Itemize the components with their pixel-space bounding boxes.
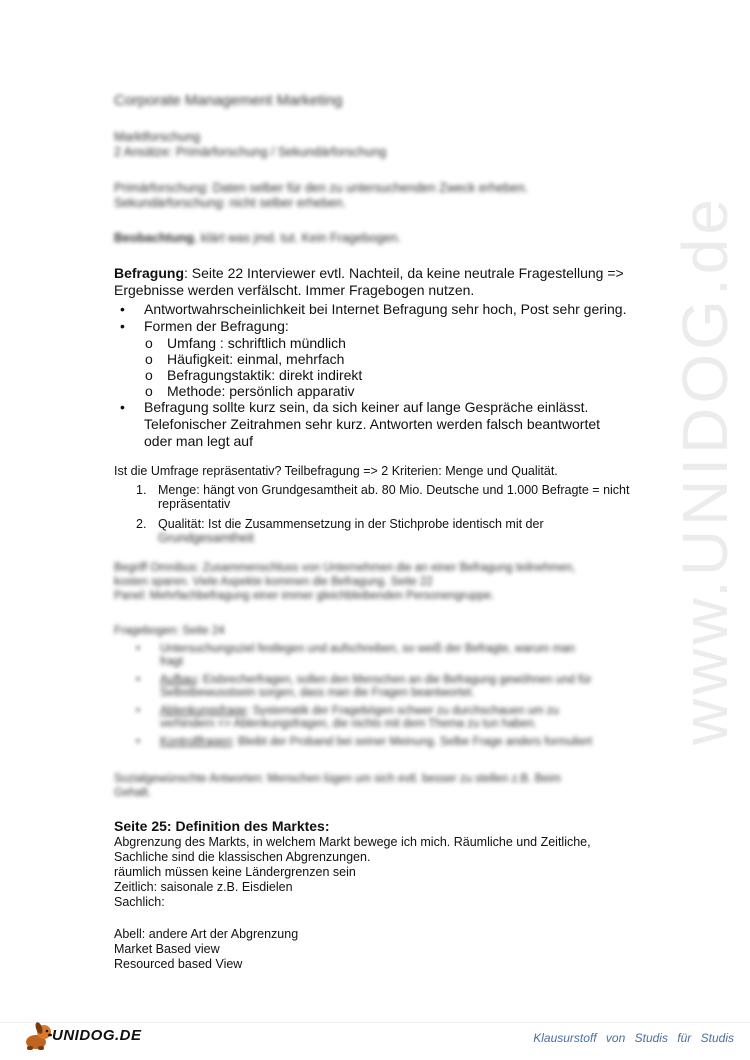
text-line: Panel: Mehrfachbefragung einer immer gleichbleibenden Personengruppe. [114,590,495,602]
list-item [114,674,674,700]
blurred-paragraph-3 [114,231,654,246]
text-line: Market Based view [114,942,220,956]
text-line: Ergebnisse werden verfälscht. Immer Fragebogen nutzen. [114,282,475,298]
text-line: Resourced based View [114,957,243,971]
text-line: Zeitlich: saisonale z.B. Eisdielen [114,880,293,894]
underlined-term: Aufbau [160,674,197,686]
text-span: oder man legt auf [144,433,253,449]
logo-text: UNIDOG.DE [52,1027,142,1044]
befragung-label: Befragung [114,265,184,281]
blurred-omnibus [114,561,674,603]
sub-list-item [100,367,674,383]
blurred-fragebogen [114,624,674,754]
circle-bullet-icon: o [145,351,153,367]
markt-section [114,818,674,972]
footer-slogan: Klausurstoff von Studis für Studis [533,1031,734,1045]
text-line: kosten sparen. Viele Aspekte kommen die Befragung. Seite 22 [114,576,433,588]
text-span: Telefonischer Zeitrahmen sehr kurz. Antworten werden falsch beantwortet [144,416,601,432]
blurred-header [114,93,654,108]
list-item [114,643,674,669]
bold-term: Beobachtung [114,231,194,245]
list-item [100,399,674,450]
text-span: Selbstbewusstsein sorgen, dass man die Fragen beantwortet. [160,687,475,699]
text-line: Abell: andere Art der Abgrenzung [114,927,299,941]
blurred-sozial [114,772,674,800]
text-span: verhindern => Ablenkungsfragen, die nichts mit dem Thema zu tun haben. [160,718,537,730]
sub-list-item [100,383,674,399]
text-line: Abgrenzung des Markts, in welchem Markt bewege ich mich. Räumliche und Zeitliche, [114,835,591,849]
text-span: Befragungstaktik: direkt indirekt [167,367,363,383]
text-span: repräsentativ [158,497,231,511]
text-line: Fragebogen: Seite 24 [114,625,225,637]
text-span: Befragung sollte kurz sein, da sich keiner auf lange Gespräche einlässt. [144,399,589,415]
befragung-list [100,301,674,450]
text-span: , klärt was jmd. tut. Kein Fragebogen. [193,231,401,245]
text-span: : Systematik der Fragebögen schwer zu durchschauen um zu [246,705,559,717]
text-line: Begriff Omnibus: Zusammenschluss von Unternehmen die an einer Befragung teilnehmen, [114,562,576,574]
text-line: Marktforschung [114,130,201,144]
text-line: räumlich müssen keine Ländergrenzen sein [114,865,356,879]
text-span: : Eisbrecherfragen, sollen den Menschen an die Befragung gewöhnen und für [196,674,592,686]
text-line: Sachlich: [114,895,165,909]
blurred-paragraph-1 [114,130,654,160]
text-line: Primärforschung: Daten selber für den zu untersuchenden Zweck erheben. [114,181,529,195]
sub-list-item [100,335,674,351]
text-span: Häufigkeit: einmal, mehrfach [167,351,345,367]
blurred-paragraph-2 [114,181,654,211]
umfrage-section [114,464,674,551]
list-number: 2. [136,517,147,531]
text-span: Qualität: Ist die Zusammensetzung in der Stichprobe identisch mit der [158,517,544,531]
befragung-section [114,265,674,450]
text-span: Methode: persönlich apparativ [167,383,355,399]
list-item [100,318,674,335]
section-heading: Seite 25: Definition des Marktes: [114,818,330,834]
circle-bullet-icon: o [145,383,153,399]
text-line: Sachliche sind die klassischen Abgrenzungen. [114,850,371,864]
text-line: Ist die Umfrage repräsentativ? Teilbefragung => 2 Kriterien: Menge und Qualität. [114,464,558,478]
circle-bullet-icon: o [145,367,153,383]
text-span: Grundgesamtheit [158,531,254,545]
underlined-term: Kontrollfragen [160,736,232,748]
circle-bullet-icon: o [145,335,153,351]
text-span: Formen der Befragung: [144,318,289,334]
fragebogen-list [114,643,674,749]
bullet-icon: • [120,318,125,334]
bullet-icon: • [136,674,141,686]
bullet-icon: • [136,643,141,655]
underlined-term: Ablenkungsfrage [160,705,247,717]
bullet-icon: • [120,399,125,415]
doc-title: Corporate Management Marketing [114,92,343,109]
text-span: : Seite 22 Interviewer evtl. Nachteil, da keine neutrale Fragestellung => [184,265,624,281]
text-span: Untersuchungsziel festlegen und aufschreiben, so weiß der Befragte, warum man [160,643,575,655]
sub-list-item [100,351,674,367]
text-span: Umfang : schriftlich mündlich [167,335,346,351]
text-line: Sozialgewünschte Antworten: Menschen lügen um sich evtl. besser zu stellen z.B. Beim [114,773,561,785]
list-item [114,483,674,511]
umfrage-list [114,483,674,545]
list-item [114,517,674,545]
bullet-icon: • [136,736,141,748]
list-item [114,736,674,749]
list-number: 1. [136,483,147,497]
text-line: 2 Ansätze: Primärforschung / Sekundärforschung [114,145,387,159]
text-line: Sekundärforschung: nicht selber erheben. [114,196,347,210]
bullet-icon: • [136,705,141,717]
text-span: Menge: hängt von Grundgesamtheit ab. 80 Mio. Deutsche und 1.000 Befragte = nicht [158,483,630,497]
watermark: www.UNIDOG.de [669,195,741,745]
list-item [100,301,674,318]
text-span: fragt [160,656,184,668]
text-span: : Bleibt der Proband bei seiner Meinung. Selbe Frage anders formuliert [231,736,593,748]
bullet-icon: • [120,301,125,317]
text-span: Antwortwahrscheinlichkeit bei Internet Befragung sehr hoch, Post sehr gering. [144,301,627,317]
list-item [114,705,674,731]
text-line: Gehalt. [114,787,152,799]
